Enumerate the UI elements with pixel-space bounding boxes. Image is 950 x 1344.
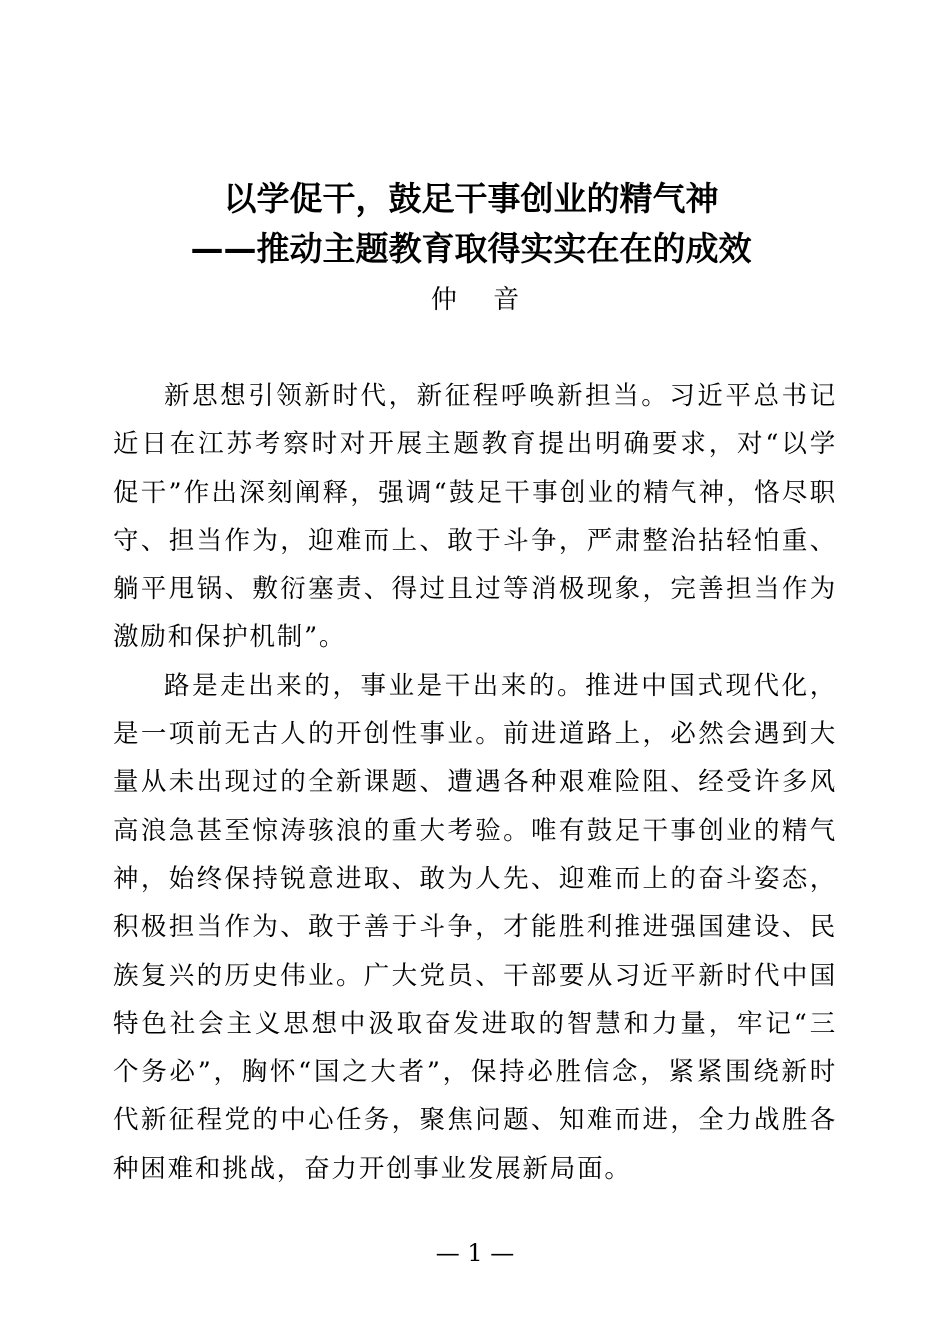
page-number: — 1 —	[435, 1239, 515, 1267]
article-subtitle: ——推动主题教育取得实实在在的成效	[190, 229, 752, 268]
body-paragraph-2: 路是走出来的，事业是干出来的。推进中国式现代化，是一项前无古人的开创性事业。前进道路上，必然会遇到大量从未出现过的全新课题、遭遇各种艰难险阻、经受许多风高浪急甚至惊涛骇浪的重大考验。唯有鼓足干事创业的精气神，始终保持锐意进取、敢为人先、迎难而上的奋斗姿态，积极担当作为、敢于善于斗争，才能胜利推进强国建设、民族复兴的历史伟业。广大党员、干部要从习近平新时代中国特色社会主义思想中汲取奋发进取的智慧和力量，牢记“三个务必”，胸怀“国之大者”，保持必胜信念，紧紧围绕新时代新征程党的中心任务，聚焦问题、知难而进，全力战胜各种困难和挑战，奋力开创事业发展新局面。	[113, 670, 837, 1184]
article-body	[113, 372, 837, 1193]
body-paragraph-1: 新思想引领新时代，新征程呼唤新担当。习近平总书记近日在江苏考察时对开展主题教育提出明确要求，对“以学促干”作出深刻阐释，强调“鼓足干事创业的精气神，恪尽职守、担当作为，迎难而上、敢于斗争，严肃整治拈轻怕重、躺平甩锅、敷衍塞责、得过且过等消极现象，完善担当作为激励和保护机制”。	[113, 381, 837, 653]
author-name: 仲 音	[430, 285, 534, 315]
article-title: 以学促干，鼓足干事创业的精气神	[223, 179, 719, 218]
